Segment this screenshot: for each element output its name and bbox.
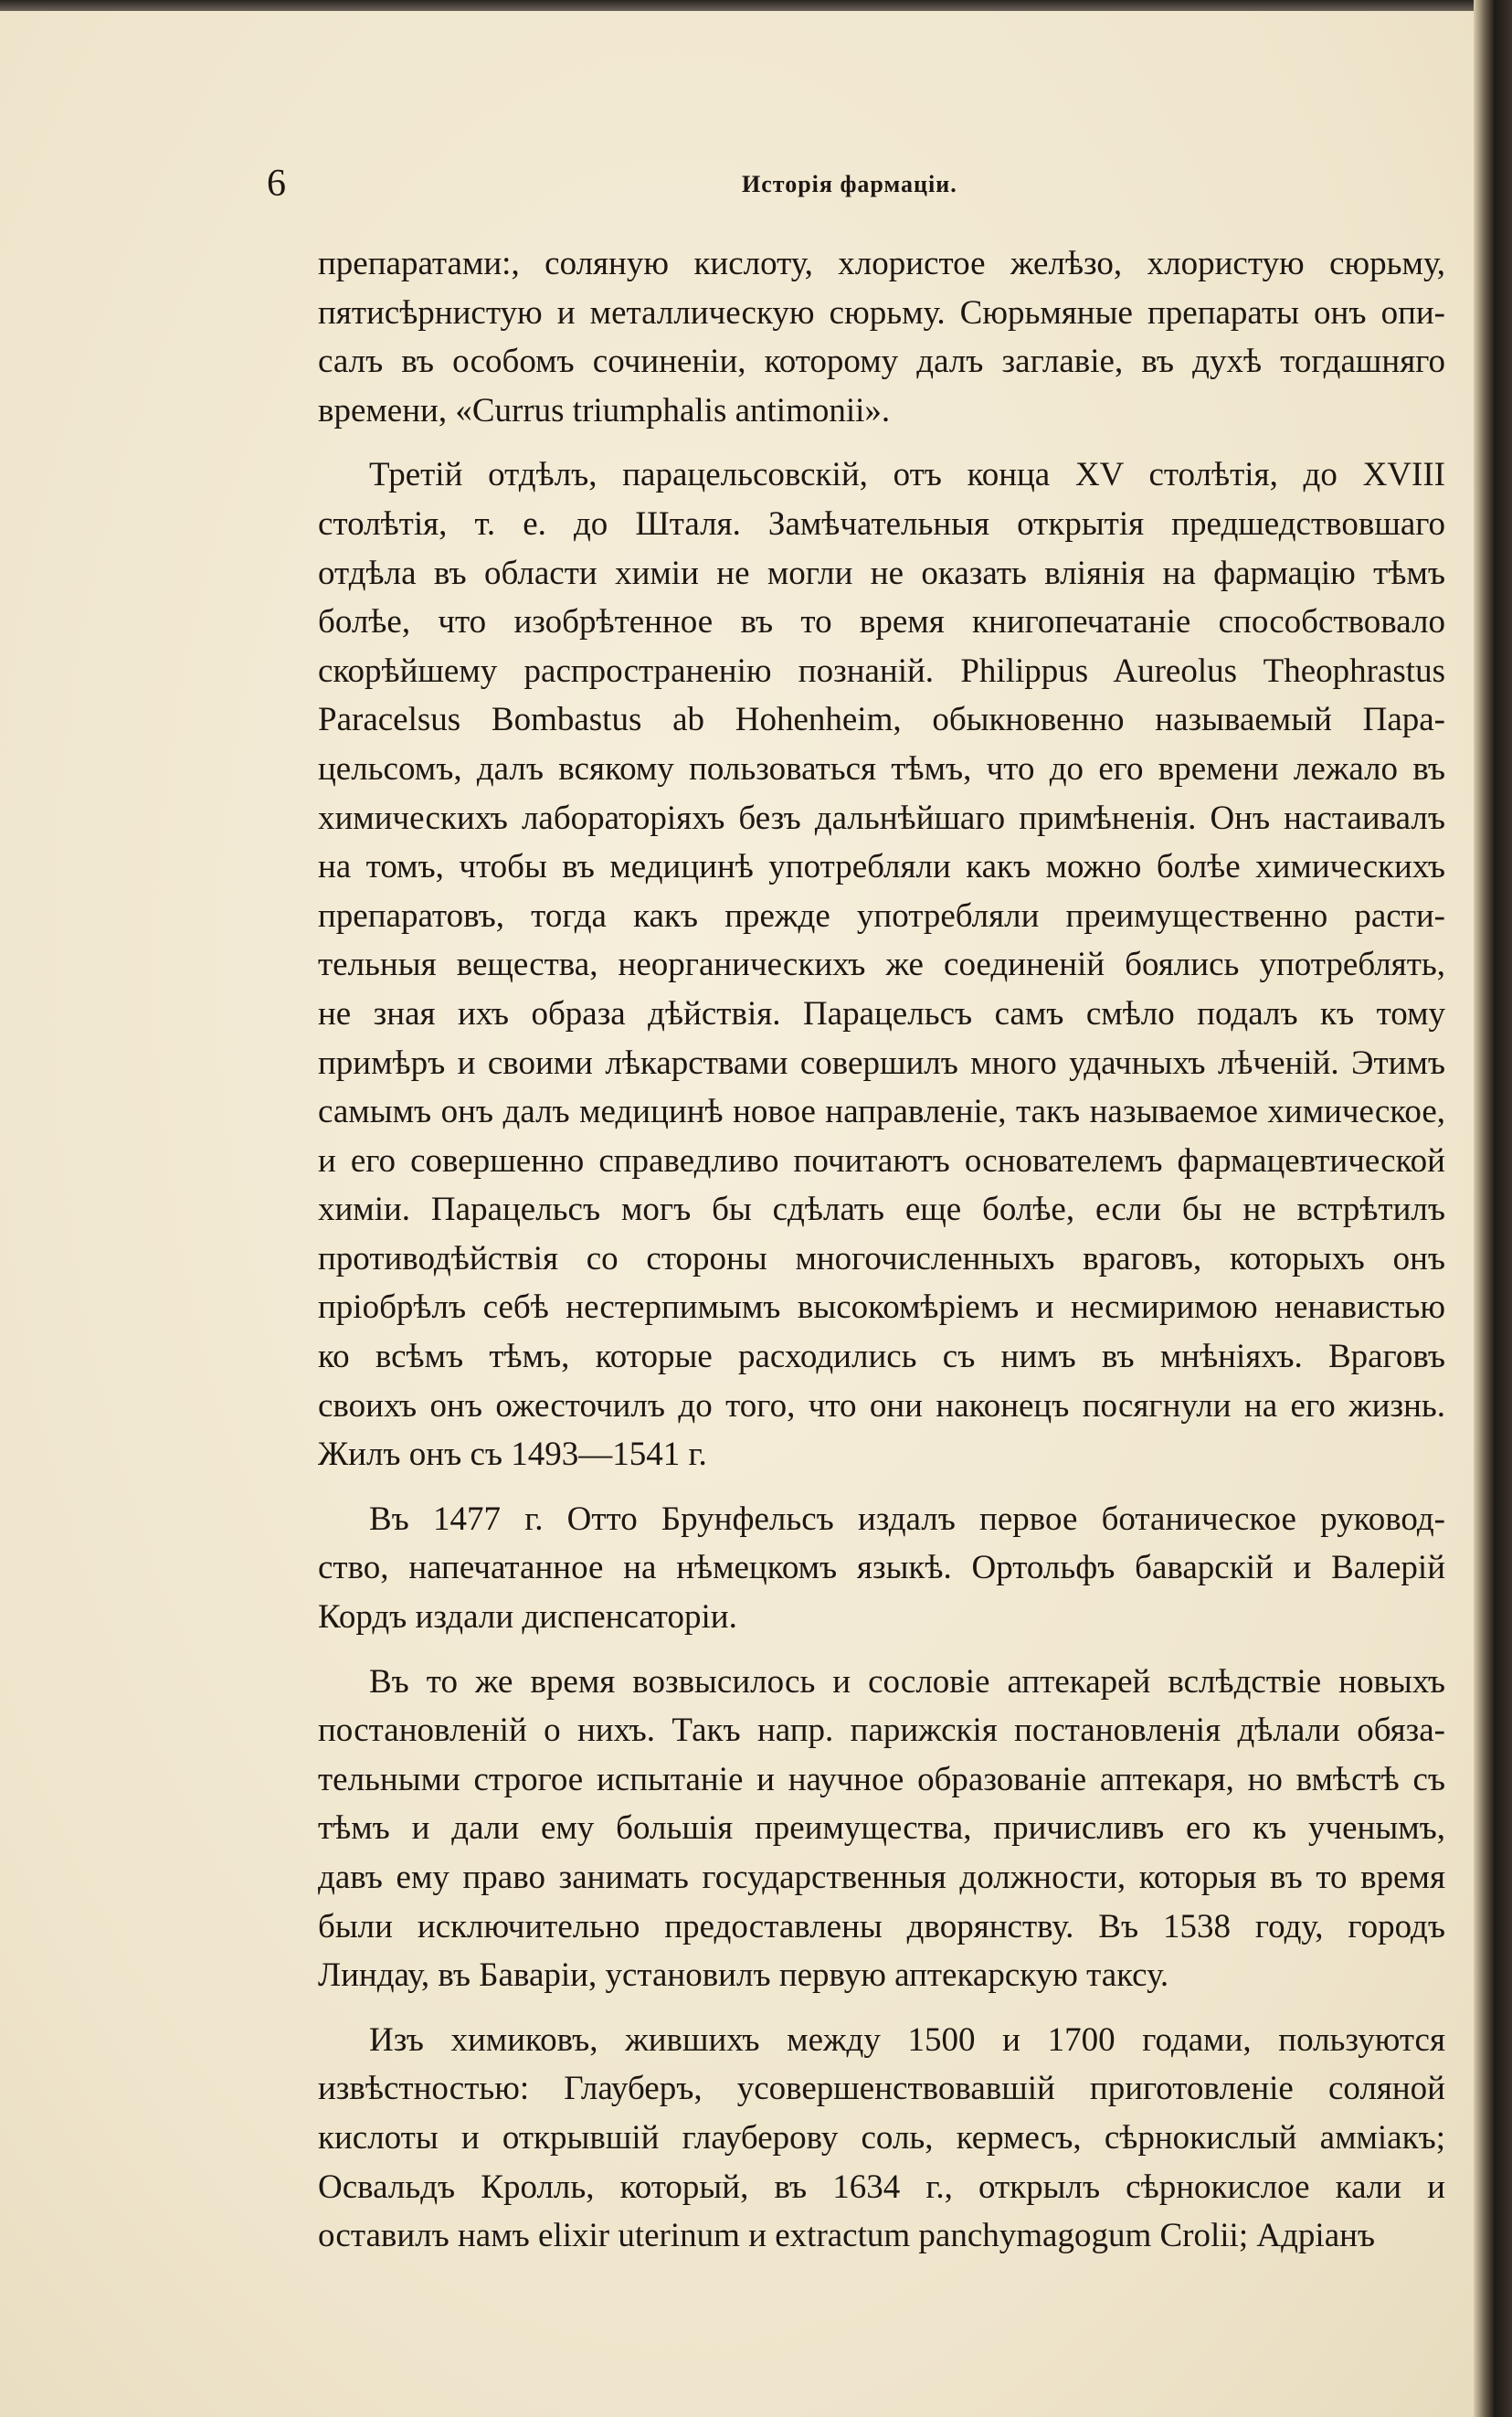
paragraph (267, 1658, 1445, 2000)
text-line: болѣе, что изобрѣтенное въ то время книгопечатанiе способствовало (318, 603, 1445, 641)
text-line: Третiй отдѣлъ, парацельсовскiй, отъ конца XV столѣтiя, до XVIII (369, 456, 1445, 494)
text-line: столѣтiя, т. е. до Шталя. Замѣчательныя открытiя предшедствовшаго (318, 504, 1445, 543)
text-line: самымъ онъ далъ медицинѣ новое направленiе, такъ называемое химическое, (318, 1093, 1445, 1131)
text-line: на томъ, чтобы въ медицинѣ употребляли какъ можно болѣе химическихъ (318, 848, 1445, 886)
text-line: тѣмъ и дали ему большiя преимущества, причисливъ его къ ученымъ, (318, 1809, 1445, 1848)
text-line: извѣстностью: Глауберъ, усовершенствовавшiй приготовленiе соляной (318, 2070, 1445, 2108)
text-line: противодѣйствiя со стороны многочисленныхъ враговъ, которыхъ онъ (318, 1239, 1445, 1277)
text-line: ко всѣмъ тѣмъ, которые расходились съ нимъ въ мнѣнiяхъ. Враговъ (318, 1338, 1445, 1376)
text-line: прiобрѣлъ себѣ нестерпимымъ высокомѣрiемъ и несмиримою ненавистью (318, 1288, 1445, 1327)
text-line: постановленiй о нихъ. Такъ напр. парижскiя постановленiя дѣлали обяза- (318, 1712, 1445, 1750)
text-line: скорѣйшему распространенiю познанiй. Philippus Aureolus Theophrastus (318, 652, 1445, 690)
page-number: 6 (267, 163, 286, 205)
text-line: оставилъ намъ elixir uterinum и extractum panchymagogum Crolii; Адрiанъ (318, 2217, 1376, 2255)
text-line: химическихъ лабораторiяхъ безъ дальнѣйшаго примѣненiя. Онъ настаивалъ (318, 799, 1445, 837)
paragraph (267, 1495, 1445, 1642)
text-line: тельныя вещества, неорганическихъ же соединенiй боялись употреблять, (318, 946, 1445, 984)
text-line: и его совершенно справедливо почитаютъ основателемъ фармацевтической (318, 1141, 1445, 1180)
text-line: давъ ему право занимать государственныя должности, которыя въ то время (318, 1859, 1445, 1896)
text-line: отдѣла въ области химiи не могли не оказать влiянiя на фармацiю тѣмъ (318, 554, 1445, 592)
text-line: Paracelsus Bombastus ab Hohenheim, обыкновенно называемый Пара- (318, 701, 1445, 739)
text-line: Въ 1477 г. Отто Брунфельсъ издалъ первое ботаническое руковод- (369, 1500, 1445, 1538)
page-top-edge (0, 0, 1512, 11)
page-header (267, 160, 1445, 215)
text-line: не зная ихъ образа дѣйствiя. Парацельсъ самъ смѣло подалъ къ тому (318, 994, 1445, 1033)
text-line: своихъ онъ ожесточилъ до того, что они наконецъ посягнули на его жизнь. (318, 1386, 1445, 1425)
body-text (267, 239, 1445, 2276)
text-line: времени, «Currus triumphalis antimonii». (318, 391, 891, 429)
text-line: пятисѣрнистую и металлическую сюрьму. Сюрьмяные препараты онъ опи- (318, 293, 1445, 332)
text-line: Въ то же время возвысилось и сословiе аптекарей вслѣдствiе новыхъ (369, 1662, 1445, 1701)
text-line: Изъ химиковъ, жившихъ между 1500 и 1700 годами, пользуются (369, 2020, 1445, 2059)
text-line: Кордъ издали диспенсаторiи. (318, 1598, 737, 1637)
running-head: Исторiя фармацiи. (742, 171, 957, 197)
text-line: были исключительно предоставлены дворянству. Въ 1538 году, городъ (318, 1907, 1445, 1945)
text-line: кислоты и открывшiй глауберову соль, кермесъ, сѣрнокислый амміакъ; (318, 2118, 1445, 2157)
page-binding-edge (1474, 0, 1512, 2417)
text-line: Освальдъ Кролль, который, въ 1634 г., открылъ сѣрнокислое кали и (318, 2168, 1445, 2206)
text-line: химiи. Парацельсъ могъ бы сдѣлать еще болѣе, если бы не встрѣтилъ (318, 1191, 1445, 1229)
paragraph (267, 451, 1445, 1479)
paragraph (267, 2016, 1445, 2261)
text-line: Жилъ онъ съ 1493—1541 г. (318, 1436, 707, 1474)
text-line: тельными строгое испытанiе и научное образованiе аптекаря, но вмѣстѣ съ (318, 1760, 1445, 1798)
text-line: препаратами:, соляную кислоту, хлористое желѣзо, хлористую сюрьму, (318, 245, 1445, 282)
text-line: салъ въ особомъ сочиненiи, которому далъ заглавiе, въ духѣ тогдашняго (318, 343, 1445, 381)
text-line: препаратовъ, тогда какъ прежде употребляли преимущественно расти- (318, 896, 1445, 935)
paragraph (267, 239, 1445, 435)
text-line: Линдау, въ Баварiи, установилъ первую аптекарскую таксу. (318, 1956, 1169, 1995)
text-line: примѣръ и своими лѣкарствами совершилъ много удачныхъ лѣченiй. Этимъ (318, 1044, 1445, 1082)
text-line: ство, напечатанное на нѣмецкомъ языкѣ. Ортольфъ баварскiй и Валерiй (318, 1549, 1445, 1587)
text-line: цельсомъ, далъ всякому пользоваться тѣмъ, что до его времени лежало въ (318, 749, 1445, 788)
